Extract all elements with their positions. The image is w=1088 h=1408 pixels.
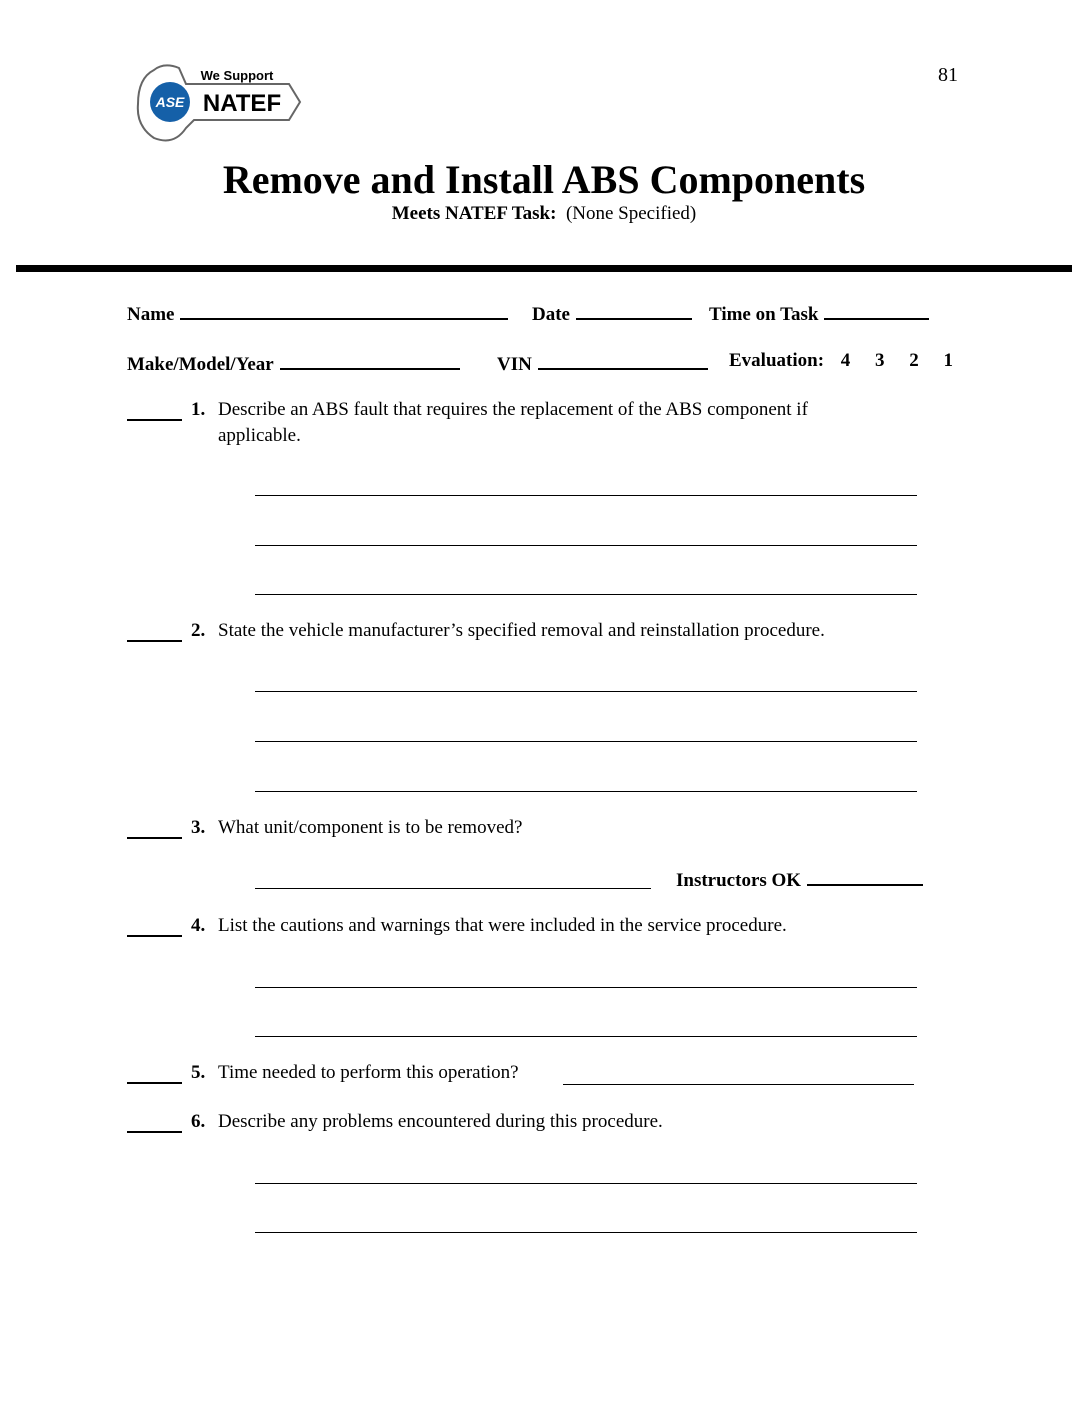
divider	[16, 265, 1072, 272]
answer-line[interactable]	[255, 791, 917, 792]
score-4[interactable]: 4	[840, 350, 851, 371]
question-1: 1. Describe an ABS fault that requires the replacement of the ABS component if applicable.	[0, 399, 1088, 459]
answer-line[interactable]	[563, 1084, 914, 1085]
score-2[interactable]: 2	[909, 350, 919, 371]
check-blank[interactable]	[127, 419, 182, 421]
page-number: 81	[938, 64, 958, 86]
check-blank[interactable]	[127, 837, 182, 839]
check-blank[interactable]	[127, 935, 182, 937]
question-3: 3. What unit/component is to be removed?	[0, 817, 1088, 847]
score-1[interactable]: 1	[943, 350, 954, 371]
answer-line[interactable]	[255, 1232, 917, 1233]
answer-line[interactable]	[255, 545, 917, 546]
check-blank[interactable]	[127, 640, 182, 642]
answer-line[interactable]	[255, 987, 917, 988]
svg-text:NATEF: NATEF	[202, 90, 282, 117]
page-title: Remove and Install ABS Components	[222, 157, 866, 202]
svg-text:We Support: We Support	[200, 68, 274, 83]
instructors-ok-field[interactable]: Instructors OK	[676, 866, 923, 892]
answer-line[interactable]	[255, 888, 651, 889]
question-6: 6. Describe any problems encountered during this procedure.	[0, 1111, 1088, 1141]
answer-line[interactable]	[255, 594, 917, 595]
answer-line[interactable]	[255, 1036, 917, 1037]
check-blank[interactable]	[127, 1131, 182, 1133]
name-field[interactable]: Name	[127, 300, 508, 326]
time-on-task-field[interactable]: Time on Task	[709, 300, 929, 326]
question-2: 2. State the vehicle manufacturer’s specified removal and reinstallation procedure.	[0, 620, 1088, 650]
natef-logo	[134, 62, 304, 147]
make-model-year-field[interactable]: Make/Model/Year	[127, 350, 460, 376]
answer-line[interactable]	[255, 1183, 917, 1184]
date-field[interactable]: Date	[532, 300, 692, 326]
svg-text:ASE: ASE	[155, 94, 185, 110]
answer-line[interactable]	[255, 495, 917, 496]
question-5: 5. Time needed to perform this operation?	[0, 1062, 1088, 1092]
question-4: 4. List the cautions and warnings that were included in the service procedure.	[0, 915, 1088, 945]
answer-line[interactable]	[255, 691, 917, 692]
vin-field[interactable]: VIN	[497, 350, 708, 376]
answer-line[interactable]	[255, 741, 917, 742]
natef-task: Meets NATEF Task: (None Specified)	[391, 203, 697, 224]
score-3[interactable]: 3	[875, 350, 885, 371]
check-blank[interactable]	[127, 1082, 182, 1084]
evaluation: Evaluation: 4 3 2 1	[729, 350, 954, 371]
